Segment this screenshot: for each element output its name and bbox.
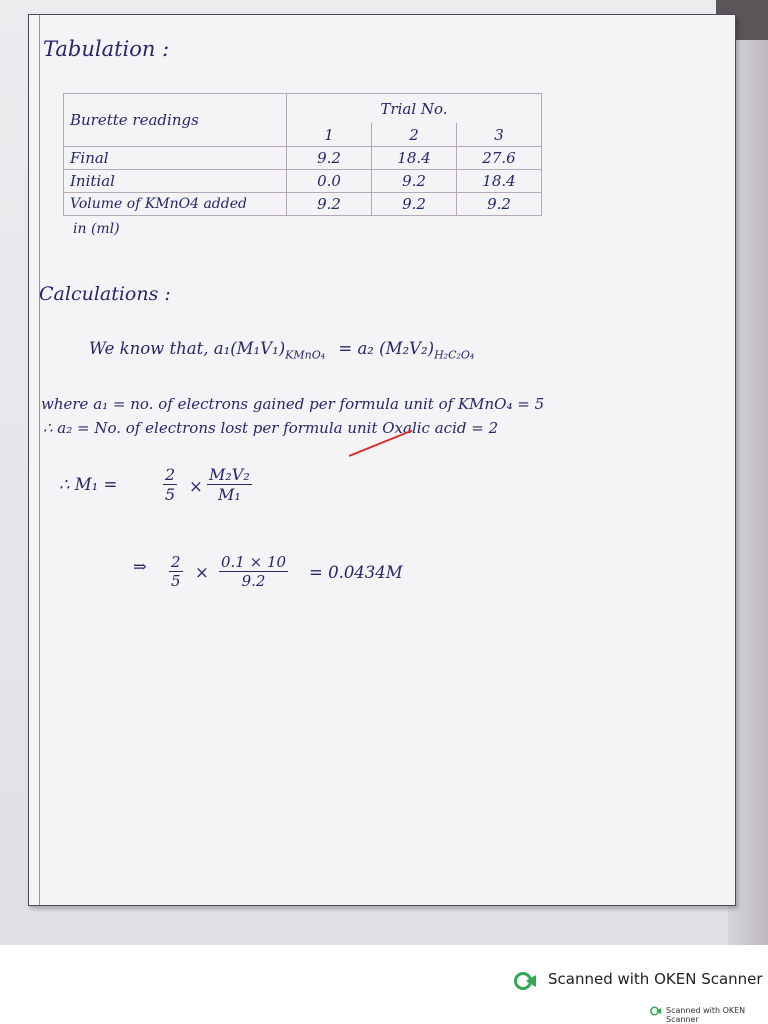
trial-number: 3 bbox=[457, 123, 542, 146]
where-a1-line: where a₁ = no. of electrons gained per formula unit of KMnO₄ = 5 bbox=[41, 395, 545, 413]
fraction-values bbox=[219, 553, 288, 590]
fraction-denominator: 5 bbox=[165, 485, 176, 504]
cell-value: 18.4 bbox=[372, 147, 457, 170]
table-header-row bbox=[64, 94, 542, 124]
know-that-sub-h2c2o4: H₂C₂O₄ bbox=[434, 348, 475, 362]
fraction-2-over-5 bbox=[163, 465, 177, 504]
fraction-denominator: M₁ bbox=[217, 485, 241, 504]
oken-scanner-logo-icon bbox=[514, 971, 538, 991]
times-sign: × bbox=[195, 563, 209, 582]
calculations-heading: Calculations : bbox=[39, 283, 171, 305]
fraction-numerator: 2 bbox=[165, 465, 176, 484]
oken-scanner-small-logo-icon bbox=[650, 1006, 662, 1016]
fraction-m2v2-over-m1 bbox=[207, 465, 252, 504]
fraction-numerator: 0.1 × 10 bbox=[221, 553, 287, 571]
notebook-page bbox=[28, 14, 736, 906]
fraction-numerator: 2 bbox=[171, 553, 181, 571]
header-burette-readings: Burette readings bbox=[64, 94, 287, 147]
burette-readings-table bbox=[63, 93, 542, 216]
row-label: Final bbox=[64, 147, 287, 170]
cell-value: 0.0 bbox=[287, 170, 372, 193]
know-that-sub-kmno4: KMnO₄ bbox=[285, 348, 326, 362]
table-unit-suffix: in (ml) bbox=[73, 221, 120, 237]
cell-value: 9.2 bbox=[372, 170, 457, 193]
cell-value: 9.2 bbox=[457, 193, 542, 216]
row-label: Volume of KMnO4 added bbox=[64, 193, 287, 216]
know-that-rhs: = a₂ (M₂V₂) bbox=[338, 339, 435, 358]
fraction-denominator: 9.2 bbox=[241, 572, 266, 590]
times-sign: × bbox=[189, 477, 203, 496]
know-that-lhs: We know that, a₁(M₁V₁) bbox=[89, 339, 286, 358]
row-label: Initial bbox=[64, 170, 287, 193]
fraction-denominator: 5 bbox=[171, 572, 181, 590]
scanner-watermark-small-text: Scanned with OKEN Scanner bbox=[666, 1006, 746, 1024]
result-value: = 0.0434M bbox=[309, 563, 403, 582]
fraction-numerator: M₂V₂ bbox=[209, 465, 250, 484]
margin-line bbox=[39, 15, 40, 905]
implies-arrow: ⇒ bbox=[133, 557, 147, 576]
scanner-watermark-text: Scanned with OKEN Scanner bbox=[548, 970, 763, 988]
cell-value: 27.6 bbox=[457, 147, 542, 170]
table-row bbox=[64, 193, 542, 216]
trial-number: 2 bbox=[372, 123, 457, 146]
a2-line: ∴ a₂ = No. of electrons lost per formula unit Oxalic acid = 2 bbox=[43, 419, 499, 437]
trial-number: 1 bbox=[287, 123, 372, 146]
cell-value: 9.2 bbox=[287, 193, 372, 216]
m1-prefix: ∴ M₁ = bbox=[59, 475, 118, 494]
cell-value: 9.2 bbox=[287, 147, 372, 170]
cell-value: 18.4 bbox=[457, 170, 542, 193]
table-row bbox=[64, 170, 542, 193]
fraction-2-over-5-second bbox=[169, 553, 183, 590]
tabulation-heading: Tabulation : bbox=[43, 37, 170, 61]
know-that-line bbox=[89, 339, 474, 361]
header-trial-no: Trial No. bbox=[287, 94, 542, 124]
cell-value: 9.2 bbox=[372, 193, 457, 216]
table-row bbox=[64, 147, 542, 170]
